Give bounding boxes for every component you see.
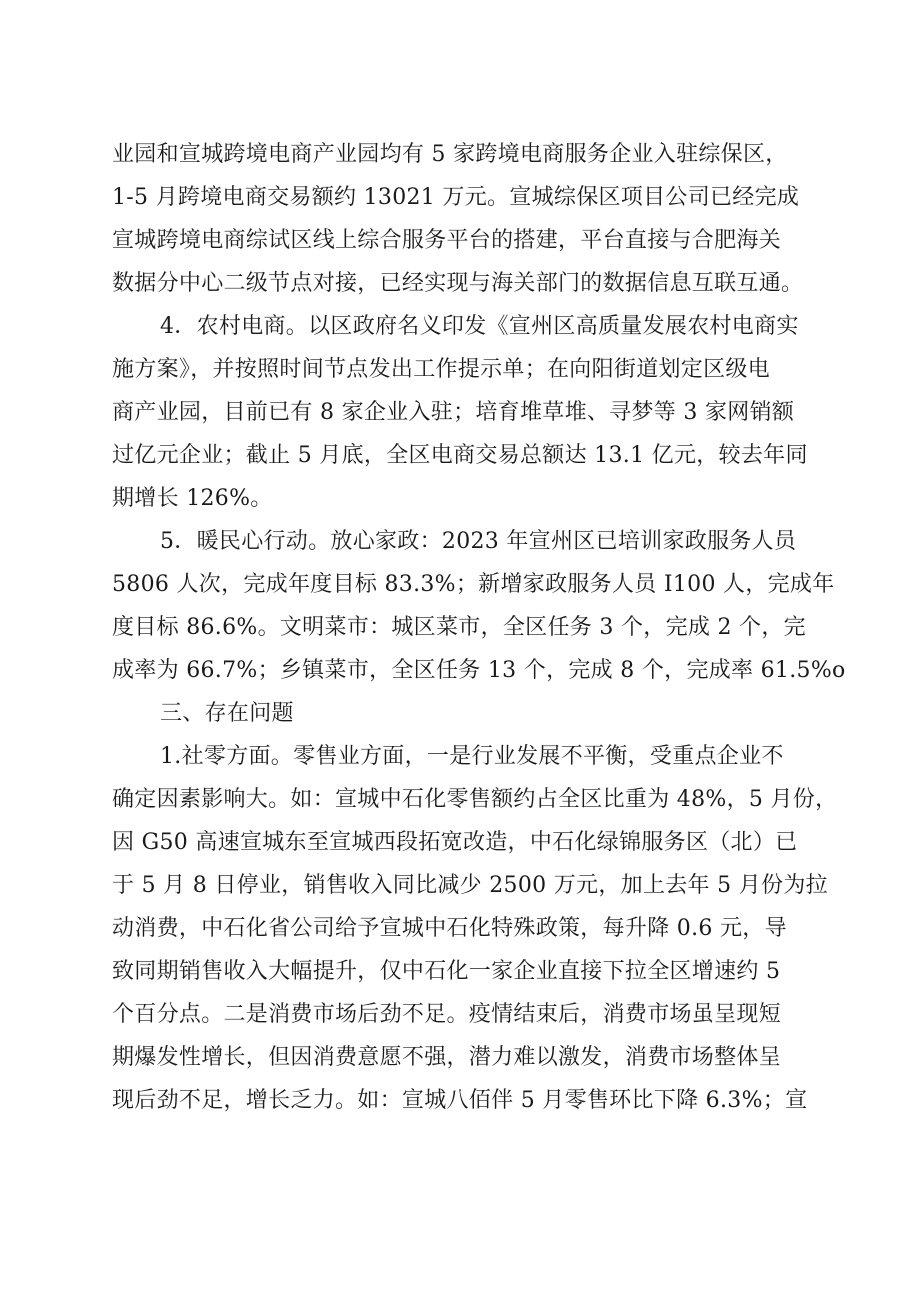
paragraph-line: 施方案》，并按照时间节点发出工作提示单；在向阳街道划定区级电: [112, 357, 771, 382]
paragraph-line: 5806 人次，完成年度目标 83.3%；新增家政服务人员 I100 人，完成年: [112, 572, 835, 597]
paragraph-line: 于 5 月 8 日停业，销售收入同比减少 2500 万元，加上去年 5 月份为拉: [112, 873, 828, 898]
paragraph-line: 业园和宣城跨境电商产业园均有 5 家跨境电商服务企业入驻综保区，: [112, 142, 788, 167]
paragraph-line: 1-5 月跨境电商交易额约 13021 万元。宣城综保区项目公司已经完成: [112, 185, 800, 210]
paragraph-line: 数据分中心二级节点对接，已经实现与海关部门的数据信息互联互通。: [112, 271, 804, 296]
section-heading: 三、存在问题: [160, 701, 294, 726]
paragraph-line: 过亿元企业；截止 5 月底，全区电商交易总额达 13.1 亿元，较去年同: [112, 443, 808, 468]
paragraph-line: 度目标 86.6%。文明菜市：城区菜市，全区任务 3 个，完成 2 个，完: [112, 615, 806, 640]
paragraph-line: 个百分点。二是消费市场后劲不足。疫情结束后，消费市场虽呈现短: [112, 1002, 782, 1027]
paragraph-line: 期爆发性增长，但因消费意愿不强，潜力难以激发，消费市场整体呈: [112, 1045, 782, 1070]
paragraph-line: 现后劲不足，增长乏力。如：宣城八佰伴 5 月零售环比下降 6.3%；宣: [112, 1088, 808, 1113]
paragraph-line: 因 G50 高速宣城东至宣城西段拓宽改造，中石化绿锦服务区（北）已: [112, 830, 798, 855]
paragraph-line: 宣城跨境电商综试区线上综合服务平台的搭建，平台直接与合肥海关: [112, 228, 782, 253]
paragraph-line: 5．暖民心行动。放心家政：2023 年宣州区已培训家政服务人员: [160, 529, 797, 554]
paragraph-line: 1.社零方面。零售业方面，一是行业发展不平衡，受重点企业不: [160, 744, 784, 769]
paragraph-line: 动消费，中石化省公司给予宣城中石化特殊政策，每升降 0.6 元，导: [112, 916, 787, 941]
paragraph-line: 成率为 66.7%；乡镇菜市，全区任务 13 个，完成 8 个，完成率 61.5%o: [112, 658, 846, 683]
paragraph-line: 商产业园，目前已有 8 家企业入驻；培育堆草堆、寻梦等 3 家网销额: [112, 400, 795, 425]
paragraph-line: 期增长 126%。: [112, 486, 273, 511]
paragraph-line: 确定因素影响大。如：宣城中石化零售额约占全区比重为 48%，5 月份，: [112, 787, 838, 812]
paragraph-line: 致同期销售收入大幅提升，仅中石化一家企业直接下拉全区增速约 5: [112, 959, 781, 984]
paragraph-line: 4．农村电商。以区政府名义印发《宣州区高质量发展农村电商实: [160, 314, 799, 339]
